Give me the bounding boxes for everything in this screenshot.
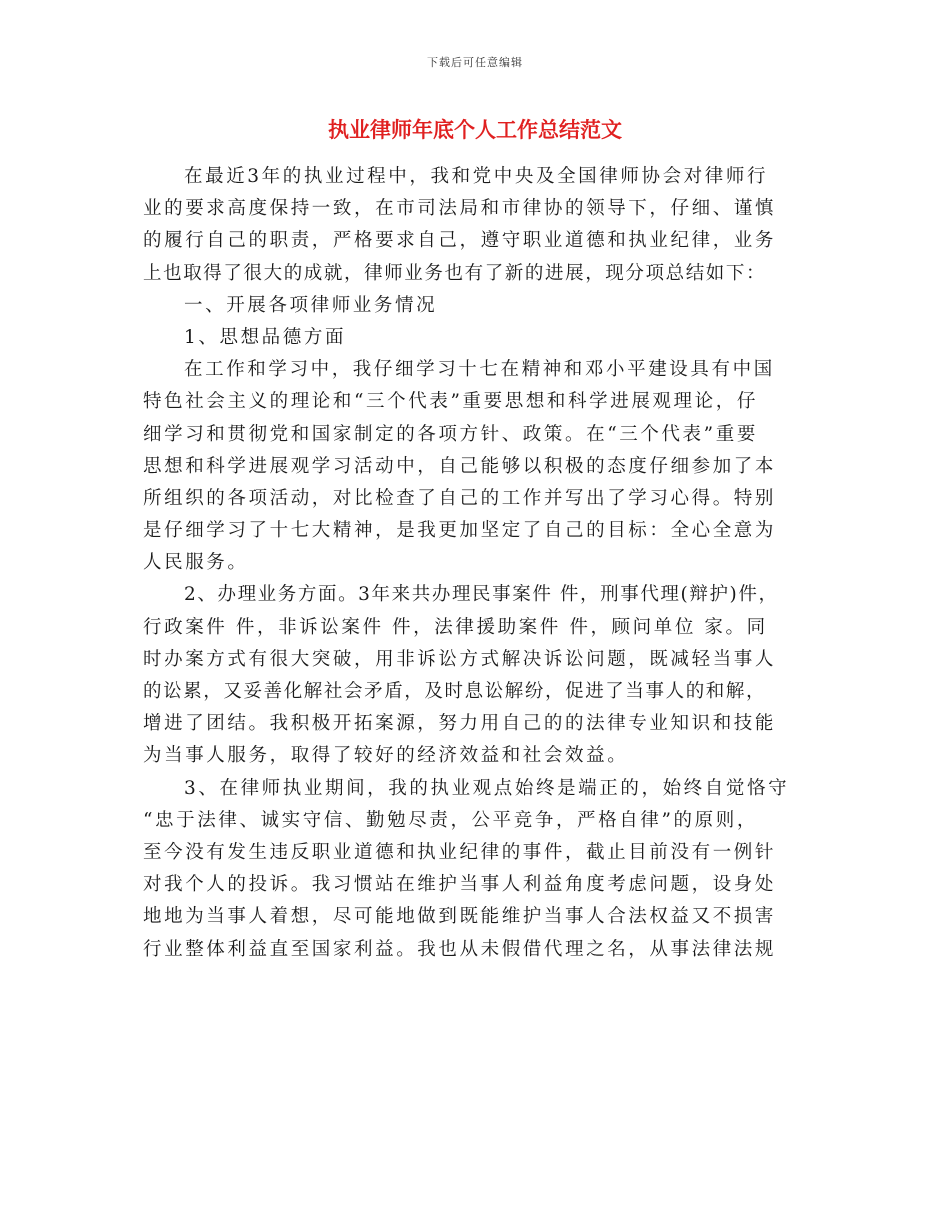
paragraph-line: 至今没有发生违反职业道德和执业纪律的事件，截止目前没有一例针 (143, 841, 777, 863)
paragraph-line: 细学习和贯彻党和国家制定的各项方针、政策。在“三个代表”重要 (143, 423, 758, 445)
paragraph-line: 在工作和学习中，我仔细学习十七在精神和邓小平建设具有中国 (184, 359, 775, 381)
paragraph-line: 上也取得了很大的成就，律师业务也有了新的进展，现分项总结如下： (143, 262, 767, 284)
section-heading: 一、开展各项律师业务情况 (184, 294, 438, 316)
document-title: 执业律师年底个人工作总结范文 (328, 118, 622, 142)
paragraph-line: 人民服务。 (143, 552, 249, 574)
paragraph-line: 地地为当事人着想，尽可能地做到既能维护当事人合法权益又不损害 (143, 906, 777, 928)
paragraph-line: 业的要求高度保持一致，在市司法局和市律协的领导下，仔细、谨慎 (143, 198, 777, 220)
paragraph-line: 增进了团结。我积极开拓案源，努力用自己的的法律专业知识和技能 (143, 713, 777, 735)
paragraph-line: 2、办理业务方面。3年来共办理民事案件 件，刑事代理(辩护)件， (184, 584, 779, 606)
paragraph-line: 思想和科学进展观学习活动中，自己能够以积极的态度仔细参加了本 (143, 455, 777, 477)
paragraph-line: 的履行自己的职责，严格要求自己，遵守职业道德和执业纪律，业务 (143, 230, 777, 252)
paragraph-line: 对我个人的投诉。我习惯站在维护当事人利益角度考虑问题，设身处 (143, 874, 777, 896)
paragraph-line: 行政案件 件，非诉讼案件 件，法律援助案件 件，顾问单位 家。同 (143, 616, 768, 638)
document-body (143, 161, 843, 966)
paragraph-line: 时办案方式有很大突破，用非诉讼方式解决诉讼问题，既减轻当事人 (143, 648, 777, 670)
subsection-heading: 1、思想品德方面 (184, 326, 347, 348)
paragraph-line: 是仔细学习了十七大精神，是我更加坚定了自己的目标：全心全意为 (143, 520, 777, 542)
paragraph-line: 行业整体利益直至国家利益。我也从未假借代理之名，从事法律法规 (143, 938, 777, 960)
paragraph-line: 3、在律师执业期间，我的执业观点始终是端正的，始终自觉恪守 (184, 777, 790, 799)
paragraph-line: 为当事人服务，取得了较好的经济效益和社会效益。 (143, 745, 629, 767)
paragraph-line: 所组织的各项活动，对比检查了自己的工作并写出了学习心得。特别 (143, 487, 777, 509)
paragraph-line: “忠于法律、诚实守信、勤勉尽责，公平竞争，严格自律”的原则， (143, 809, 758, 831)
paragraph-line: 特色社会主义的理论和“三个代表”重要思想和科学进展观理论，仔 (143, 391, 758, 413)
paragraph-line: 在最近3年的执业过程中，我和党中央及全国律师协会对律师行 (184, 166, 769, 187)
paragraph-line: 的讼累，又妥善化解社会矛盾，及时息讼解纷，促进了当事人的和解， (143, 681, 767, 702)
header-note: 下载后可任意编辑 (427, 56, 523, 69)
